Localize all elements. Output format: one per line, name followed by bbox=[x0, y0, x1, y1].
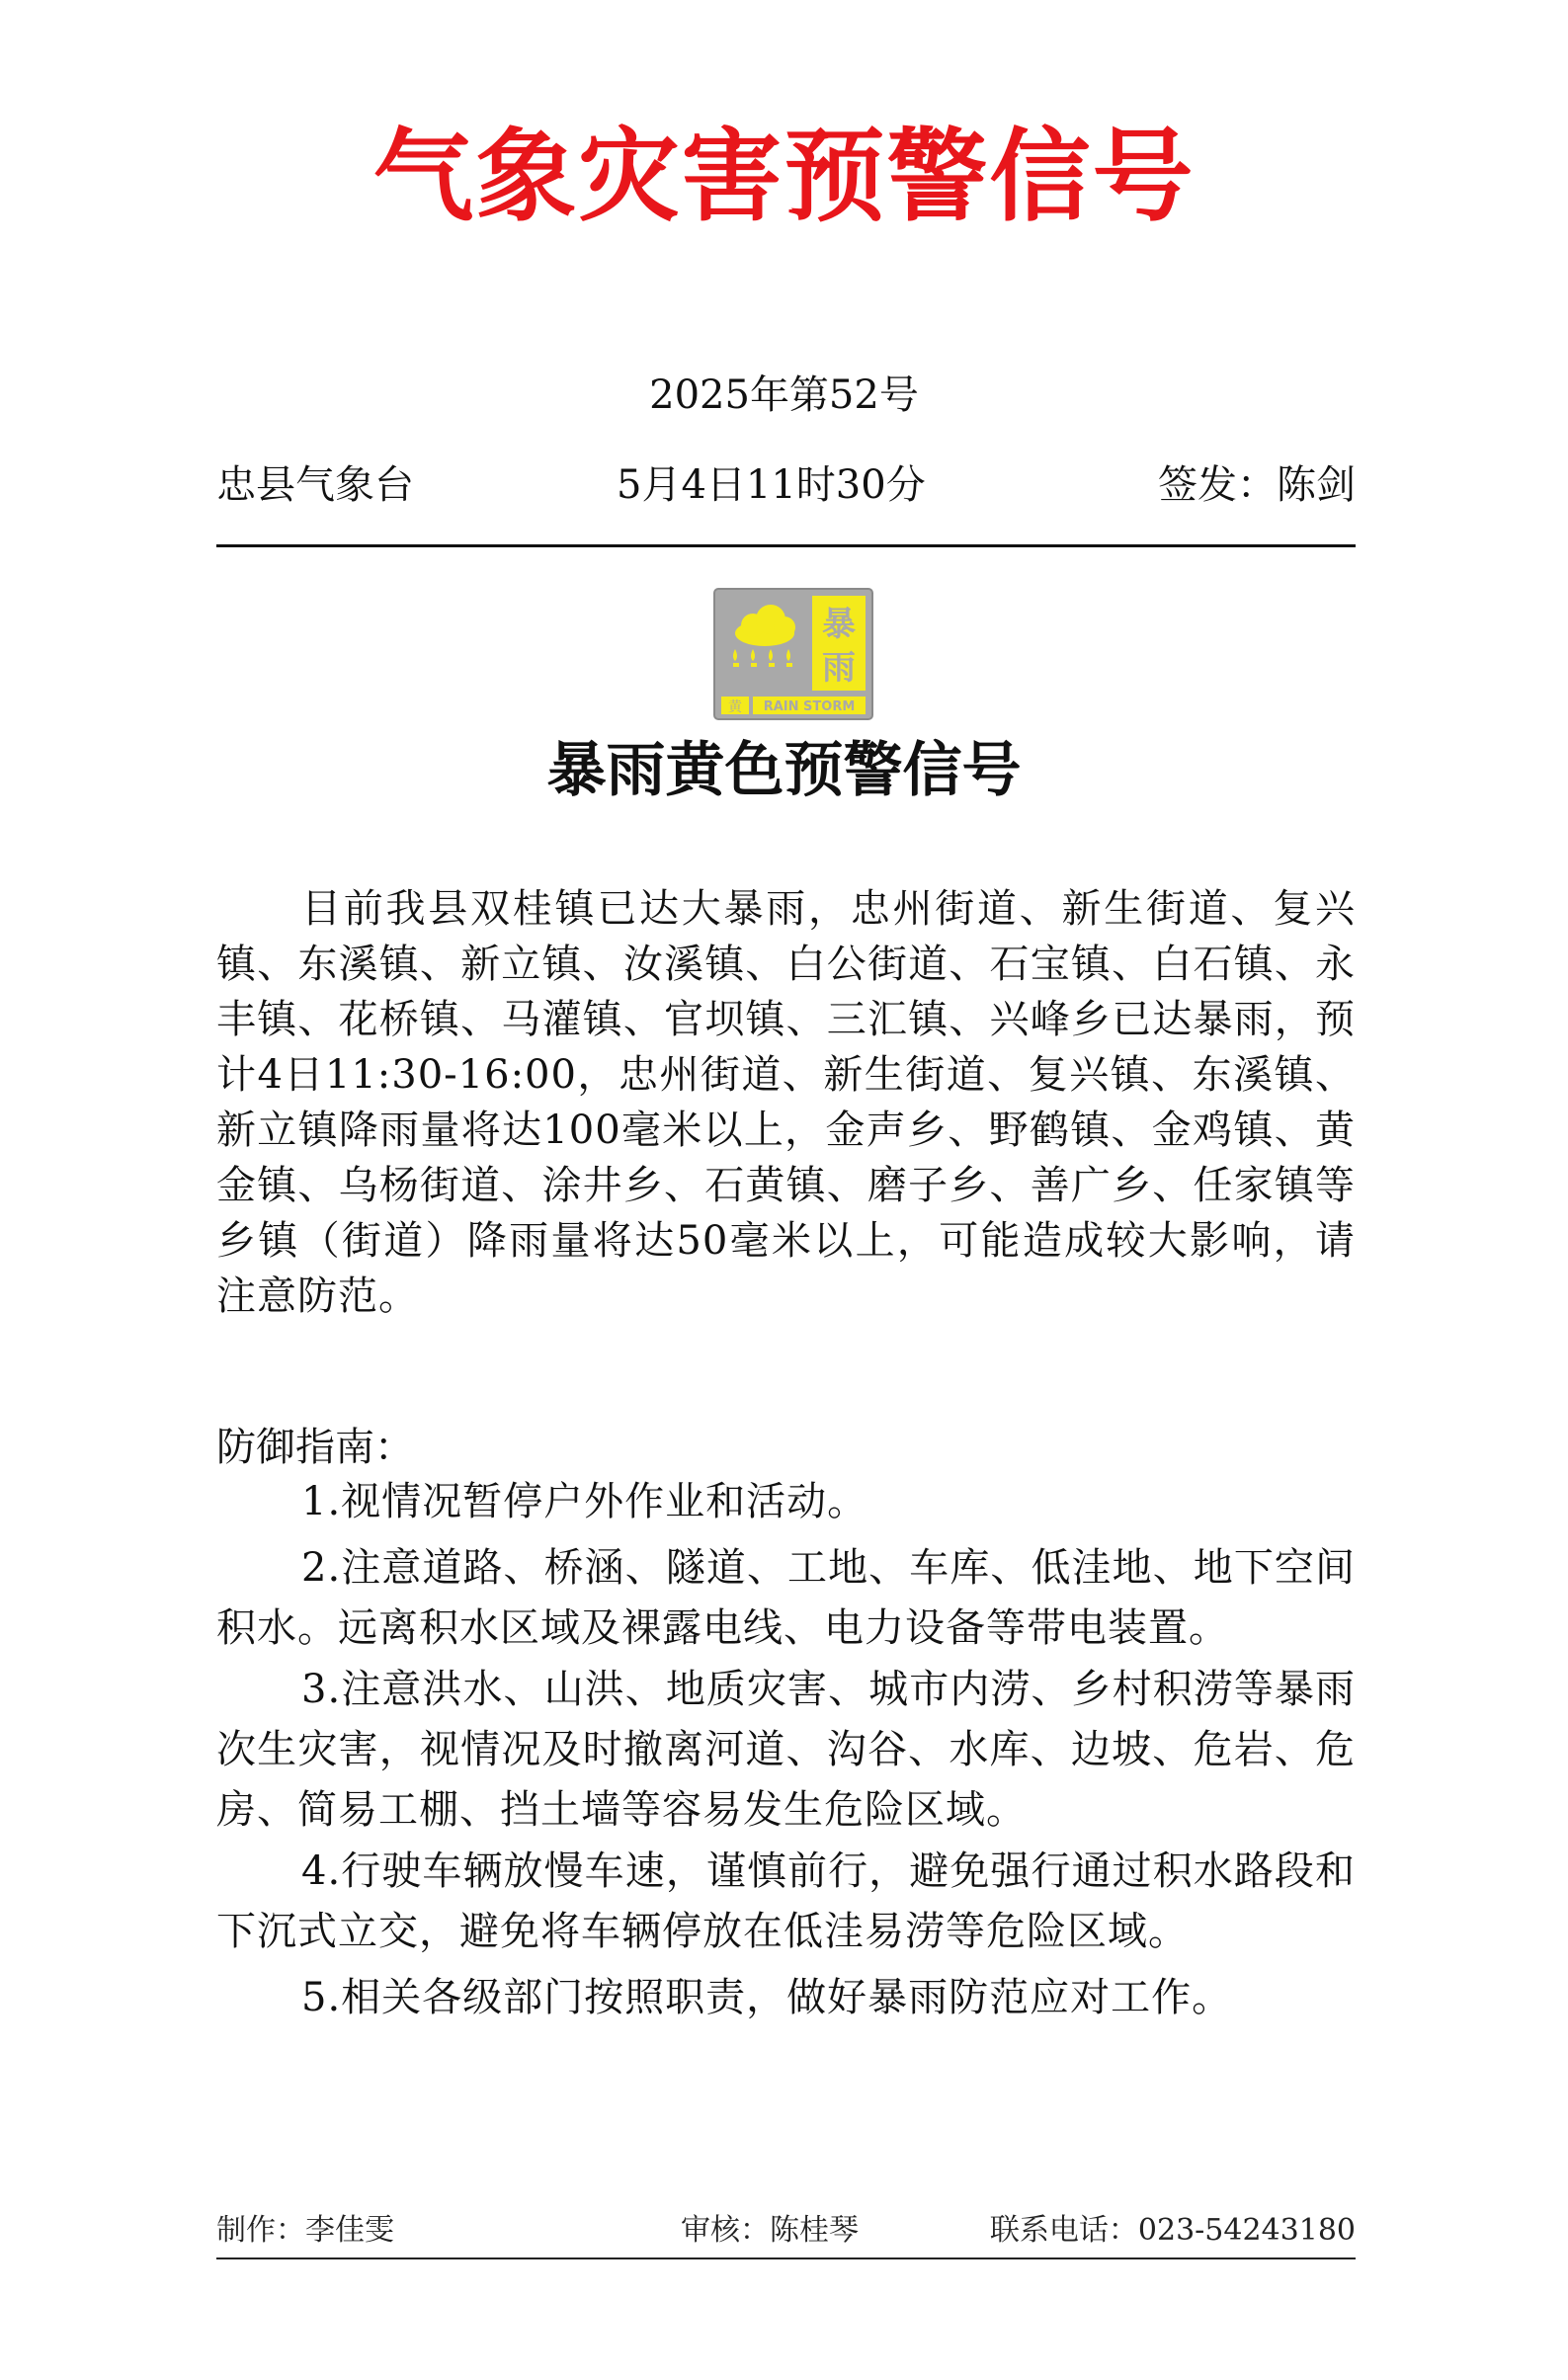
icon-small-char: 黄 bbox=[728, 699, 742, 715]
icon-caption: RAIN STORM bbox=[763, 699, 856, 714]
header-divider bbox=[216, 544, 1356, 547]
footer-row bbox=[216, 2211, 1356, 2251]
icon-char-top: 暴 bbox=[822, 605, 856, 644]
guide-item: 1.视情况暂停户外作业和活动。 bbox=[301, 1479, 868, 1524]
warning-body-paragraph: 目前我县双桂镇已达大暴雨，忠州街道、新生街道、复兴镇、东溪镇、新立镇、汝溪镇、白公街道、石宝镇、白石镇、永丰镇、花桥镇、马灌镇、官坝镇、三汇镇、兴峰乡已达暴雨，预计4日11:30-16:00，忠州街道、新生街道、复兴镇、东溪镇、新立镇降雨量将达100毫米以上，金声乡、野鹤镇、金鸡镇、黄金镇、乌杨街道、涂井乡、石黄镇、磨子乡、善广乡、任家镇等乡镇（街道）降雨量将达50毫米以上，可能造成较大影响，请注意防范。 bbox=[216, 886, 1356, 1319]
icon-char-bottom: 雨 bbox=[822, 648, 856, 688]
signal-title: 暴雨黄色预警信号 bbox=[546, 736, 1022, 805]
guide-item: 4.行驶车辆放慢车速，谨慎前行，避免强行通过积水路段和下沉式立交，避免将车辆停放在低洼易涝等危险区域。 bbox=[216, 1848, 1356, 1954]
guide-item: 5.相关各级部门按照职责，做好暴雨防范应对工作。 bbox=[301, 1975, 1233, 2020]
issuing-organization: 忠县气象台 bbox=[216, 462, 414, 508]
footer-maker: 制作：李佳雯 bbox=[216, 2213, 394, 2248]
rainstorm-yellow-warning-icon bbox=[713, 588, 873, 720]
footer-divider bbox=[216, 2257, 1356, 2259]
guide-item: 3.注意洪水、山洪、地质灾害、城市内涝、乡村积涝等暴雨次生灾害，视情况及时撤离河道、沟谷、水库、边坡、危岩、危房、简易工棚、挡土墙等容易发生危险区域。 bbox=[216, 1667, 1356, 1833]
guide-item: 2.注意道路、桥涵、隧道、工地、车库、低洼地、地下空间积水。远离积水区域及裸露电线、电力设备等带电装置。 bbox=[216, 1545, 1356, 1651]
footer-reviewer: 审核：陈桂琴 bbox=[681, 2213, 859, 2248]
issue-meta-row bbox=[214, 460, 1356, 510]
issue-time: 5月4日11时30分 bbox=[617, 462, 926, 508]
document-title: 气象灾害预警信号 bbox=[372, 118, 1196, 236]
signer: 签发：陈剑 bbox=[1158, 462, 1356, 508]
footer-contact: 联系电话：023-54243180 bbox=[989, 2213, 1356, 2248]
defense-guide-heading: 防御指南： bbox=[216, 1425, 414, 1470]
issue-number: 2025年第52号 bbox=[649, 372, 919, 418]
